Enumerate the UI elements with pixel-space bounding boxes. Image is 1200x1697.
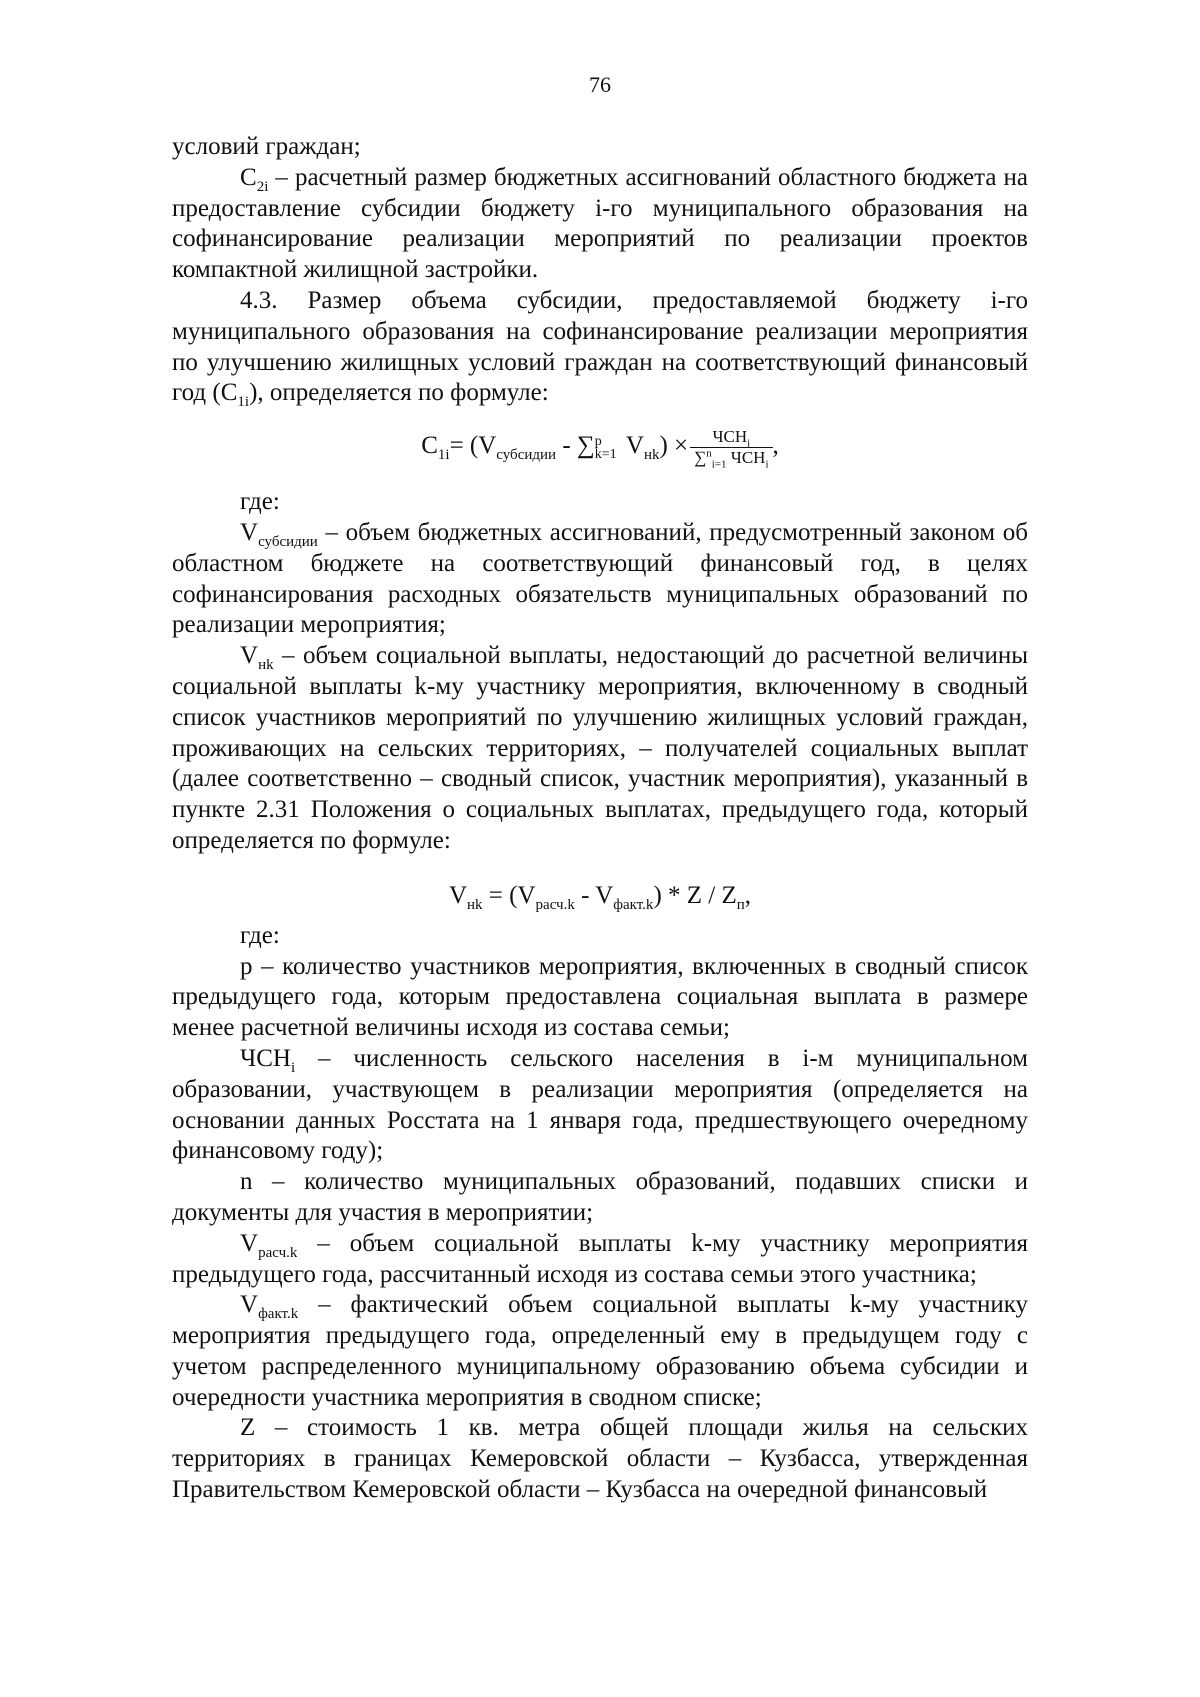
symbol-subscript: факт.k xyxy=(258,1306,299,1323)
paragraph-text: – количество муниципальных образований, подавших списки и документы для участия в мероприятии; xyxy=(172,1168,1028,1226)
sum-limits xyxy=(595,435,617,461)
fraction-text: ∑ xyxy=(694,448,707,468)
formula-subscript: субсидии xyxy=(496,447,557,464)
symbol: C xyxy=(240,163,257,191)
formula-term: V xyxy=(448,881,468,909)
formula-term: ) × xyxy=(659,432,689,460)
paragraph xyxy=(172,1229,1028,1291)
formula-subscript: 1i xyxy=(437,447,450,464)
fraction-text: ЧСН xyxy=(712,427,748,447)
sum-lower: k=1 xyxy=(594,446,617,462)
paragraph-text: 4.3. Размер объема субсидии, предоставляемой бюджету i-го муниципального образования на софинансирование реализации мероприятия по улучшению жилищных условий граждан на соответствующий финансовый год (C xyxy=(172,286,1028,407)
formula-term: , xyxy=(744,881,752,909)
fraction-numerator xyxy=(690,427,772,448)
body-text xyxy=(172,132,1028,1506)
sum-upper: p xyxy=(594,433,602,449)
symbol: V xyxy=(240,1291,259,1319)
paragraph xyxy=(172,163,1028,286)
paragraph xyxy=(172,518,1028,641)
paragraph-text: – объем бюджетных ассигнований, предусмотренный законом об областном бюджете на соответствующий финансовый год, в целях софинансирования расходных обязательств муниципальных образований по реализации мероприятия; xyxy=(172,518,1028,639)
symbol-subscript: расч.k xyxy=(258,1244,298,1261)
paragraph-text: – численность сельского населения в i-м муниципальном образовании, участвующем в реализации мероприятия (определяется на основании данных Росстата на 1 января года, предшествующего очередному финансовому году); xyxy=(172,1044,1028,1165)
symbol-subscript: 1i xyxy=(237,394,250,411)
symbol: V xyxy=(240,518,259,546)
formula-term: - ∑ xyxy=(556,432,595,460)
symbol: n xyxy=(240,1168,253,1196)
paragraph xyxy=(172,952,1028,1044)
formula-subscript: нk xyxy=(643,447,660,464)
paragraph xyxy=(172,1413,1028,1505)
formula-term: C xyxy=(421,432,438,460)
fraction-text: ЧСН xyxy=(726,448,766,468)
formula-term: , xyxy=(772,432,779,460)
paragraph-text: условий граждан; xyxy=(172,133,361,160)
formula-term: ) * Z / Z xyxy=(653,881,737,909)
formula-term: V xyxy=(619,432,644,460)
symbol-subscript: субсидии xyxy=(258,533,318,550)
formula-term: = (V xyxy=(449,432,497,460)
fraction-subscript: i xyxy=(747,437,751,450)
where-label: где: xyxy=(240,921,280,949)
symbol: p xyxy=(240,952,253,980)
symbol: Z xyxy=(240,1414,256,1442)
where-label: где: xyxy=(240,488,280,516)
paragraph-text: – количество участников мероприятия, включенных в сводный список предыдущего года, которым предоставлена социальная выплата в размере менее расчетной величины исходя из состава семьи; xyxy=(172,952,1028,1042)
paragraph xyxy=(172,1167,1028,1229)
formula-subscript: нk xyxy=(467,896,483,913)
paragraph-text: – расчетный размер бюджетных ассигнований областного бюджета на предоставление субсидии бюджету i-го муниципального образования на софинансирование реализации мероприятий по реализации проектов компактной жилищной застройки. xyxy=(172,163,1028,284)
paragraph xyxy=(172,1290,1028,1413)
paragraph xyxy=(172,286,1028,409)
symbol-subscript: 2i xyxy=(256,178,269,195)
paragraph-text: – стоимость 1 кв. метра общей площади жилья на сельских территориях в границах Кемеровской области – Кузбасса, утвержденная Правительством Кемеровской области – Кузбасса на очередной финансовый xyxy=(172,1414,1028,1504)
symbol: V xyxy=(240,1229,259,1257)
fraction-denominator xyxy=(690,447,772,471)
page-number: 76 xyxy=(589,72,611,97)
symbol: ЧСН xyxy=(240,1044,291,1072)
formula-fraction xyxy=(690,427,772,471)
formula-subsidy xyxy=(172,409,1028,487)
formula-subscript: факт.k xyxy=(613,896,654,913)
formula-subscript: п xyxy=(736,896,745,913)
fraction-superscript: n xyxy=(706,447,712,460)
formula-subscript: расч.k xyxy=(535,896,575,913)
fraction-subscript: i xyxy=(765,458,769,471)
paragraph xyxy=(172,641,1028,857)
fraction-subscript: i=1 xyxy=(711,458,727,471)
symbol-subscript: нk xyxy=(258,657,274,674)
paragraph xyxy=(172,132,1028,163)
paragraph-text: ), определяется по формуле: xyxy=(249,379,549,407)
formula-term: = (V xyxy=(482,881,536,909)
formula-shortfall xyxy=(172,857,1028,921)
formula-term: - V xyxy=(574,881,614,909)
paragraph-text: – объем социальной выплаты k-му участнику мероприятия предыдущего года, рассчитанный исходя из состава семьи этого участника; xyxy=(172,1229,1028,1288)
paragraph-text: – фактический объем социальной выплаты k-му участнику мероприятия предыдущего года, определенный ему в предыдущем году с учетом распределенного муниципальному образованию объема субсидии и очередности участника мероприятия в сводном списке; xyxy=(172,1291,1028,1411)
symbol: V xyxy=(240,642,259,670)
paragraph xyxy=(172,1044,1028,1167)
paragraph-text: – объем социальной выплаты, недостающий до расчетной величины социальной выплаты k-му участнику мероприятия, включенному в сводный список участников мероприятий по улучшению жилищных условий граждан, проживающих на сельских территориях, – получателей социальных выплат (далее соответственно – сводный список, участник мероприятия), указанный в пункте 2.31 Положения о социальных выплатах, предыдущего года, который определяется по формуле: xyxy=(172,642,1028,854)
symbol-subscript: i xyxy=(290,1059,296,1076)
